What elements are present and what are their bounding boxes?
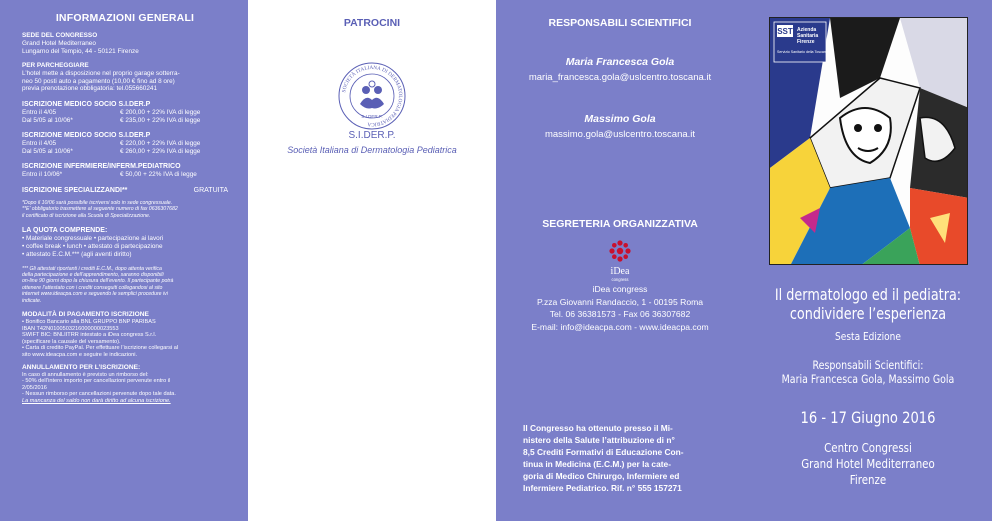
sst-line: Azienda — [797, 27, 817, 33]
socio-title: ISCRIZIONE MEDICO SOCIO S.I.DER.P — [22, 100, 151, 108]
pagamento-section — [22, 311, 228, 359]
sede-address: Lungarno del Tempio, 44 - 50121 Firenze — [22, 47, 139, 55]
person-email[interactable]: massimo.gola@uslcentro.toscana.it — [544, 129, 696, 140]
annullamento-line: 2/05/2016 — [22, 384, 47, 391]
idea-logo-sub: congress — [611, 277, 629, 282]
note-line: internet www.ideacpa.com e seguendo le semplici procedure ivi — [22, 291, 168, 298]
siderp-ring-text: SOCIETÀ ITALIANA DI DERMATOLOGIA PEDIATRICA — [341, 64, 404, 128]
pagamento-line: • Carta di credito PayPal. Per effettuare l’iscrizione collegarsi al — [22, 345, 179, 352]
pagamento-line: SWIFT BIC: BNLIITRR intestato a iDea congress S.r.l. — [22, 332, 157, 339]
parcheggiare-section — [22, 62, 228, 93]
note-line: della partecipazione e dell’apprendimento, saranno disponibili — [22, 271, 164, 278]
siderp-full: Società Italiana di Dermatologia Pediatrica — [287, 145, 457, 155]
siderp-logo — [336, 60, 408, 132]
event-edition: Sesta Edizione — [835, 330, 901, 343]
ecm-line: Infermiere Pediatrico. Rif. n° 555 157271 — [523, 483, 682, 493]
event-title — [769, 285, 967, 323]
responsabili-title: RESPONSABILI SCIENTIFICI — [548, 17, 692, 29]
person-email[interactable]: maria_francesca.gola@uslcentro.toscana.it — [528, 72, 712, 83]
patrocini-title: PATROCINI — [343, 17, 401, 29]
pagamento-line: (specificare la causale del versamento). — [22, 338, 121, 345]
parcheggiare-line: previa prenotazione obbligatoria: tel.055660241 — [22, 85, 158, 93]
parcheggiare-line: L’hotel mette a disposizione nel proprio garage sotterra- — [22, 70, 180, 78]
annullamento-section — [22, 364, 228, 405]
segreteria-line: P.zza Giovanni Randaccio, 1 - 00195 Roma — [536, 296, 704, 307]
pagamento-line: sito www.ideacpa.com e seguire le indicazioni. — [22, 351, 138, 358]
price-row — [22, 171, 228, 179]
segreteria-line: iDea congress — [592, 284, 648, 294]
event-title-line: condividere l’esperienza — [789, 304, 947, 323]
price-value: € 200,00 + 22% IVA di legge — [120, 108, 201, 116]
annullamento-label: ANNULLAMENTO PER L’ISCRIZIONE: — [22, 363, 141, 371]
ecm-line: 8,5 Crediti Formativi di Educazione Con- — [523, 447, 684, 457]
person-name: Massimo Gola — [584, 113, 656, 125]
note-line: il certificato di iscrizione alla Scuola di Specializzazione. — [22, 212, 151, 219]
price-value: € 220,00 + 22% IVA di legge — [120, 140, 201, 148]
quota-label: LA QUOTA COMPRENDE: — [22, 227, 108, 235]
person-name: Maria Francesca Gola — [565, 56, 675, 68]
note-line: ottenere l’attestato con i crediti conseguiti collegandosi al sito — [22, 284, 163, 291]
note-line: *Dopo il 10/06 sarà possibile iscriversi solo in sede congressuale. — [22, 199, 173, 206]
price-date: Entro il 4/05 — [22, 108, 57, 116]
siderp-short: S.I.DER.P. — [348, 130, 396, 141]
ecm-line: tinua in Medicina (E.C.M.) per la cate- — [523, 459, 671, 469]
venue-line: Firenze — [849, 472, 887, 487]
event-venue — [766, 440, 969, 488]
price-row — [22, 140, 228, 148]
socio-section — [22, 100, 228, 124]
cover-resp-line: Responsabili Scientifici: — [812, 358, 924, 372]
note-line: *** Gli attestati riportanti i crediti E.C.M., dopo attenta verifica — [22, 265, 162, 272]
quota-line: • Materiale congressuale • partecipazione ai lavori — [22, 235, 164, 243]
cover-resp-line: Maria Francesca Gola, Massimo Gola — [781, 372, 955, 386]
price-date: Dal 5/05 al 10/06* — [22, 116, 73, 124]
specializzandi-section — [22, 186, 228, 195]
venue-line: Centro Congressi — [824, 440, 912, 455]
idea-logo-word: iDea — [610, 266, 630, 277]
note-line: indicate. — [22, 297, 42, 304]
cover-responsabili — [766, 358, 969, 386]
price-row — [22, 109, 228, 117]
segreteria-info — [496, 283, 744, 333]
pagamento-label: MODALITÀ DI PAGAMENTO ISCRIZIONE — [22, 310, 149, 318]
nonsocio-section — [22, 131, 228, 155]
parcheggiare-line: neo 50 posti auto a pagamento (10,00 € fino ad 8 ore) — [22, 77, 175, 85]
quota-line: • coffee break • lunch • attestato di partecipazione — [22, 242, 163, 250]
annullamento-line: In caso di annullamento è previsto un rimborso del: — [22, 371, 149, 378]
nonsocio-title: ISCRIZIONE MEDICO SOCIO S.I.DER.P — [22, 132, 151, 140]
infermiere-title: ISCRIZIONE INFERMIERE/INFERM.PEDIATRICO — [22, 163, 181, 171]
idea-logo — [602, 236, 638, 284]
segreteria-line: Tel. 06 36381573 - Fax 06 36307682 — [549, 309, 691, 320]
sst-line: Sanitaria — [797, 33, 819, 39]
quota-line: • attestato E.C.M.*** (agli aventi diritto) — [22, 250, 132, 258]
segreteria-title: SEGRETERIA ORGANIZZATIVA — [542, 218, 698, 230]
ecm-statement — [523, 422, 723, 494]
sede-name: Grand Hotel Mediterraneo — [22, 40, 96, 47]
sede-section — [22, 32, 228, 55]
ecm-line: nistero della Salute l’attribuzione di n° — [523, 435, 675, 445]
price-value: € 260,00 + 22% IVA di legge — [120, 147, 201, 155]
infermiere-section — [22, 162, 228, 179]
ecm-line: goria di Medico Chirurgo, Infermiere ed — [523, 471, 680, 481]
note-line: **E’ obbligatorio trasmettere al seguente numero di fax 0636307682 — [22, 206, 178, 213]
note-registration — [22, 200, 228, 219]
price-row — [22, 148, 228, 156]
price-date: Entro il 4/05 — [22, 140, 57, 148]
sst-badge: SST — [777, 27, 793, 36]
annullamento-last: La mancanza del saldo non darà diritto ad alcuna iscrizione. — [22, 397, 171, 404]
venue-line: Grand Hotel Mediterraneo — [801, 456, 935, 471]
price-row — [22, 117, 228, 125]
price-date: Entro il 10/06* — [22, 171, 63, 179]
note-line: on-line 90 giorni dopo la chiusura dell’evento. Il partecipante potrà — [22, 278, 174, 285]
cover-artwork — [769, 17, 968, 265]
quota-section — [22, 226, 228, 258]
cover-panel — [744, 0, 992, 521]
responsabili-panel — [496, 0, 744, 521]
ecm-line: Il Congresso ha ottenuto presso il Mi- — [523, 423, 673, 433]
sst-line: Firenze — [797, 39, 815, 45]
siderp-logo-sub: S.I.DER.P. — [361, 114, 383, 119]
specializzandi-value: GRATUITA — [193, 186, 228, 194]
event-date: 16 - 17 Giugno 2016 — [800, 408, 936, 427]
cover-illustration — [770, 18, 968, 265]
price-value: € 235,00 + 22% IVA di legge — [120, 116, 201, 124]
specializzandi-label: ISCRIZIONE SPECIALIZZANDI** — [22, 186, 128, 194]
info-title: INFORMAZIONI GENERALI — [55, 12, 195, 24]
event-title-line: Il dermatologo ed il pediatra: — [774, 285, 962, 304]
annullamento-line: - 50% dell’intero importo per cancellazioni pervenute entro il — [22, 378, 171, 385]
patrocini-panel — [248, 0, 496, 521]
note-ecm — [22, 266, 228, 304]
segreteria-line[interactable]: E-mail: info@ideacpa.com - www.ideacpa.com — [531, 321, 709, 332]
pagamento-line: • Bonifico Bancario alla BNL GRUPPO BNP PARIBAS — [22, 318, 156, 325]
sede-label: SEDE DEL CONGRESSO — [22, 32, 98, 39]
price-value: € 50,00 + 22% IVA di legge — [120, 171, 197, 179]
price-date: Dal 5/05 al 10/06* — [22, 147, 73, 155]
pagamento-line: IBAN T42N0100503216000000023553 — [22, 325, 119, 332]
parcheggiare-label: PER PARCHEGGIARE — [22, 62, 89, 70]
sst-caption: Servizio Sanitario della Toscana — [777, 50, 828, 54]
info-panel — [0, 0, 248, 521]
annullamento-line: - Nessun rimborso per cancellazioni pervenute dopo tale data. — [22, 391, 176, 398]
